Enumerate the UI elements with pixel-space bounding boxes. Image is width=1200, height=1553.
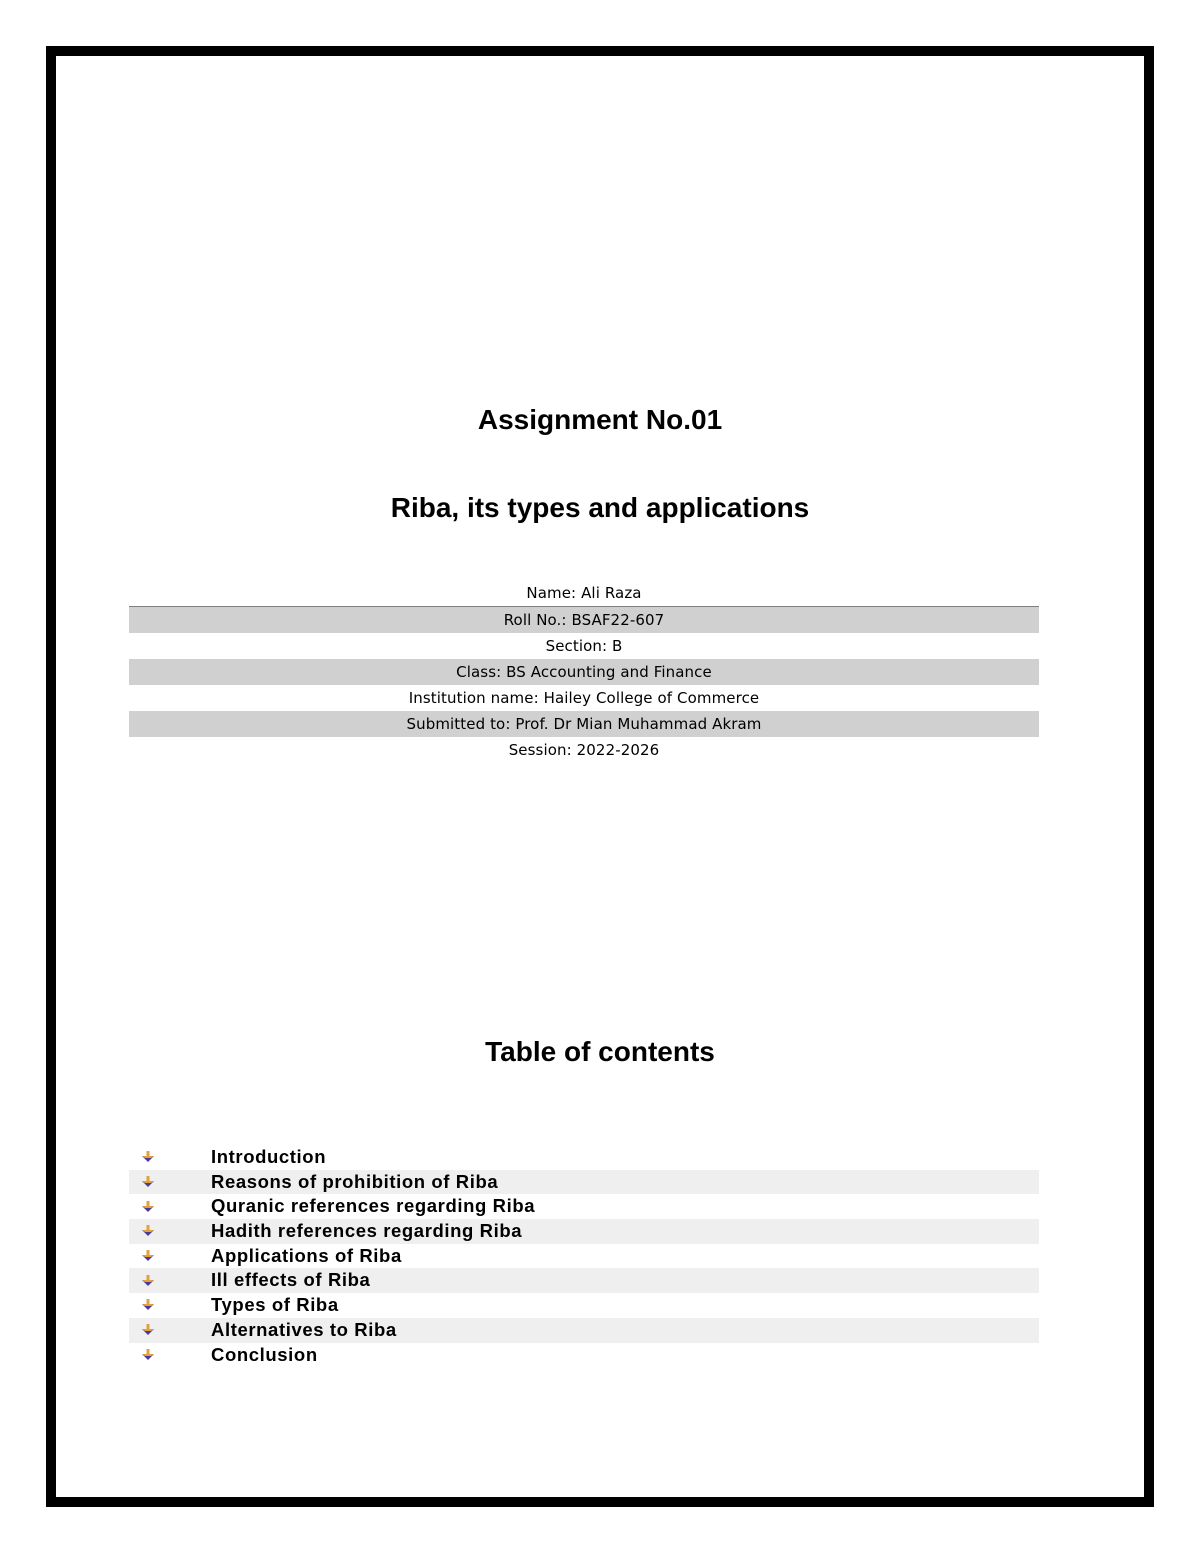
down-arrow-bullet-icon (141, 1275, 161, 1287)
down-arrow-bullet-icon (141, 1349, 161, 1361)
toc-item (129, 1145, 1039, 1170)
detail-institution: Institution name: Hailey College of Commerce (408, 689, 760, 707)
toc-item (129, 1293, 1039, 1318)
toc-item (129, 1219, 1039, 1244)
down-arrow-bullet-icon (141, 1250, 161, 1262)
student-details (129, 580, 1039, 763)
toc-item (129, 1194, 1039, 1219)
down-arrow-bullet-icon (141, 1176, 161, 1188)
detail-class: Class: BS Accounting and Finance (129, 659, 1039, 685)
toc-item-label: Reasons of prohibition of Riba (211, 1170, 499, 1192)
detail-section: Section: B (545, 637, 623, 655)
detail-submitted-to: Submitted to: Prof. Dr Mian Muhammad Akram (129, 711, 1039, 737)
toc-item-label: Applications of Riba (211, 1244, 402, 1266)
down-arrow-bullet-icon (141, 1299, 161, 1311)
toc-item (129, 1244, 1039, 1269)
topic-title: Riba, its types and applications (390, 492, 810, 523)
toc-title: Table of contents (485, 1036, 715, 1067)
down-arrow-bullet-icon (141, 1201, 161, 1213)
toc-item (129, 1343, 1039, 1368)
detail-roll-no: Roll No.: BSAF22-607 (129, 607, 1039, 633)
detail-name: Name: Ali Raza (129, 580, 1039, 607)
toc-item (129, 1268, 1039, 1293)
down-arrow-bullet-icon (141, 1151, 161, 1163)
toc-item-label: Alternatives to Riba (211, 1318, 397, 1340)
toc-item-label: Hadith references regarding Riba (211, 1220, 523, 1242)
table-of-contents (129, 1145, 1039, 1367)
toc-item-label: Conclusion (211, 1343, 318, 1365)
toc-item-label: Ill effects of Riba (211, 1269, 371, 1291)
down-arrow-bullet-icon (141, 1324, 161, 1336)
detail-session: Session: 2022-2026 (508, 741, 660, 759)
down-arrow-bullet-icon (141, 1225, 161, 1237)
toc-item-label: Quranic references regarding Riba (211, 1195, 536, 1217)
assignment-title: Assignment No.01 (477, 404, 723, 435)
toc-item (129, 1170, 1039, 1195)
toc-item (129, 1318, 1039, 1343)
toc-item-label: Types of Riba (211, 1294, 339, 1316)
toc-item-label: Introduction (211, 1146, 327, 1167)
